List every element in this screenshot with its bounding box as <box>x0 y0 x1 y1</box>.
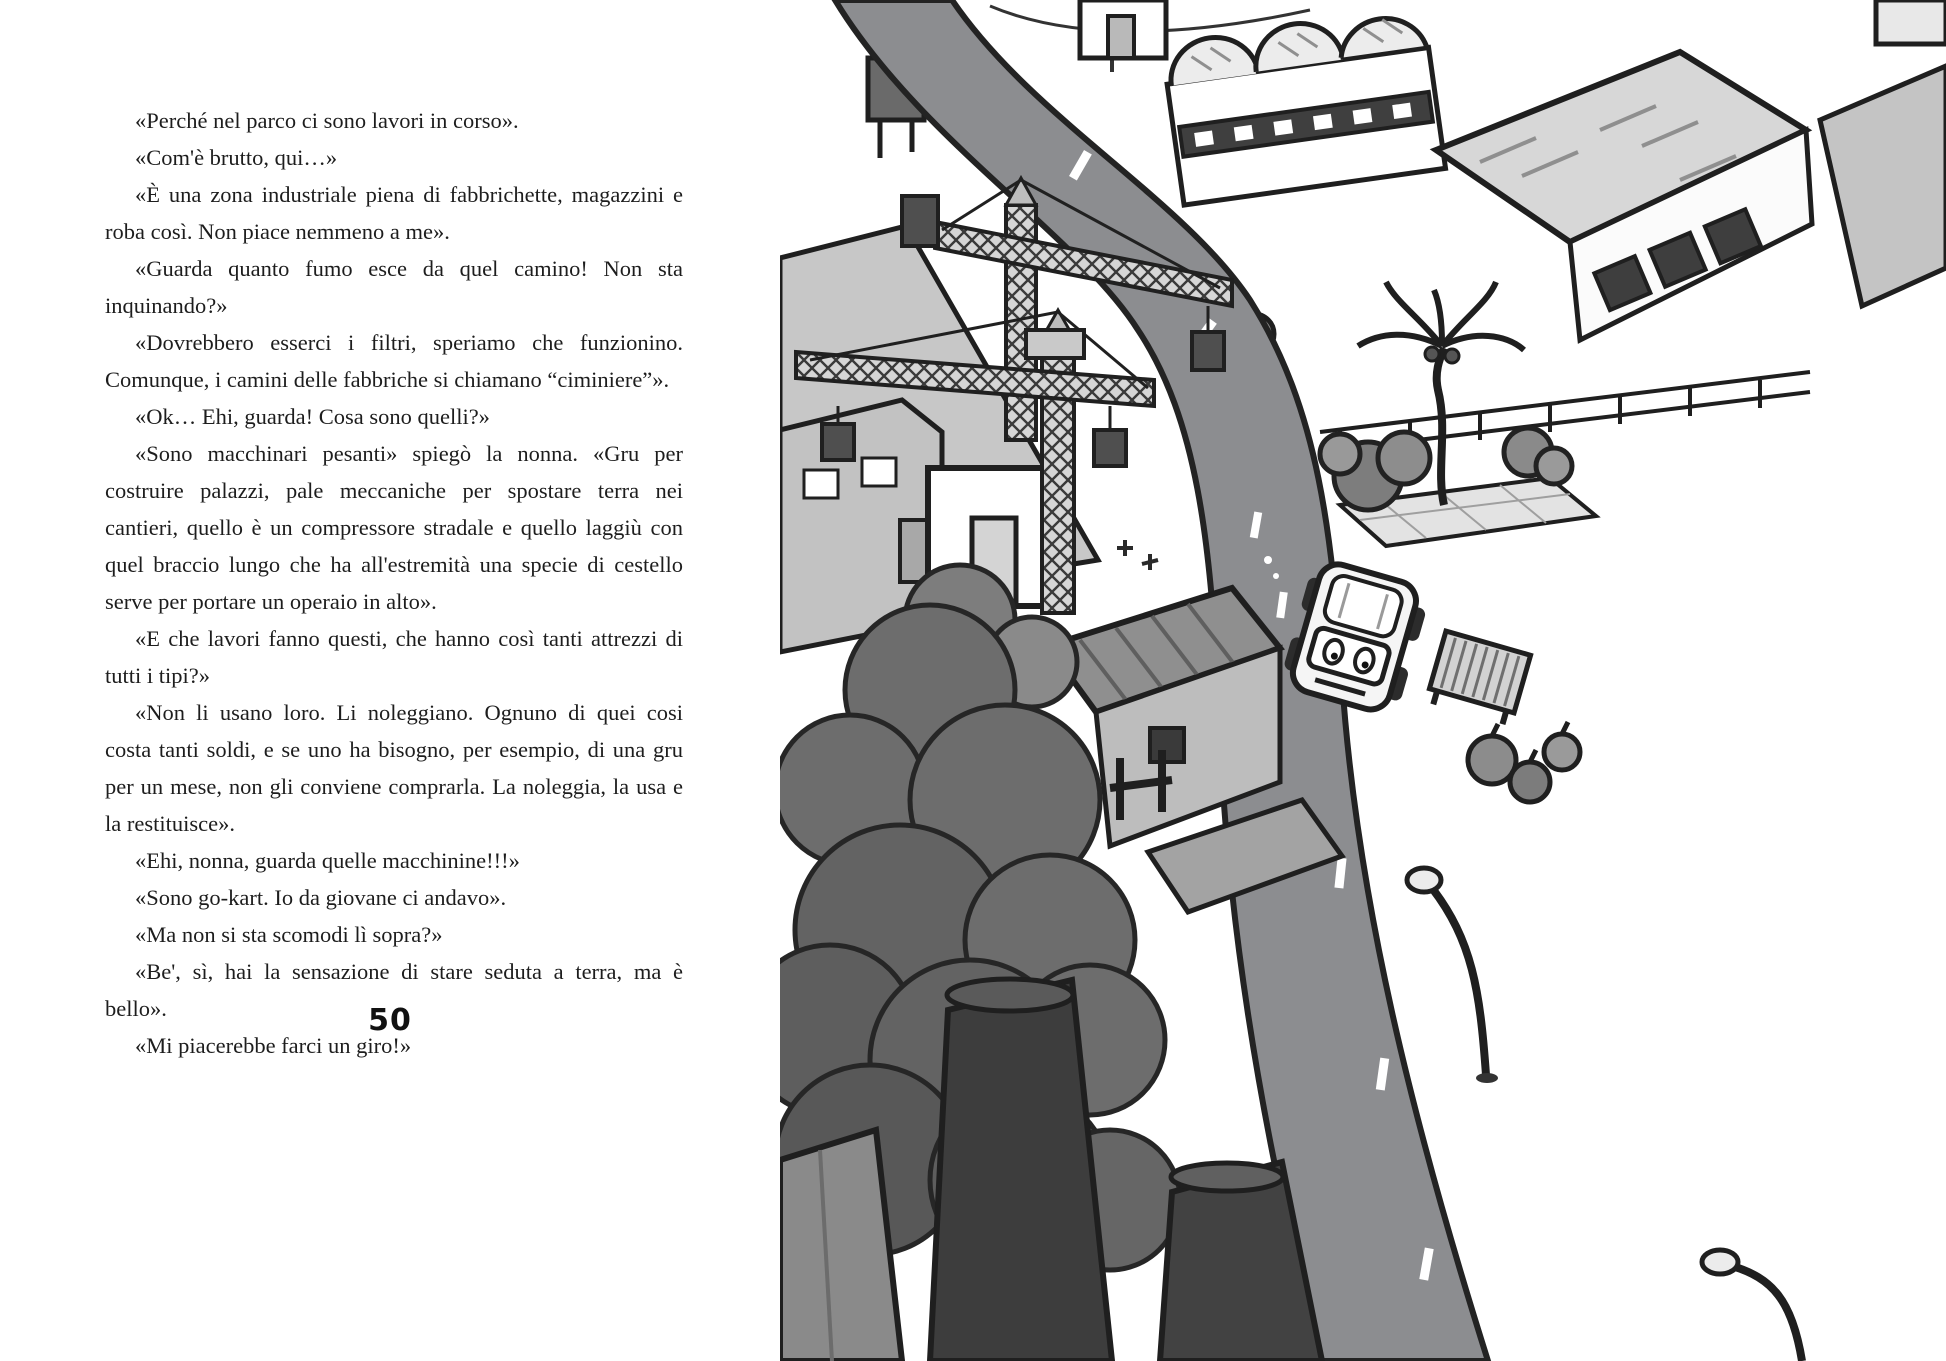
paragraph: «Sono go-kart. Io da giovane ci andavo». <box>135 885 507 910</box>
story-text <box>105 102 683 1064</box>
paragraph: «Dovrebbero esserci i filtri, speriamo che funzionino. Comunque, i camini delle fabbriche si chiamano “ciminiere”». <box>105 330 683 392</box>
paragraph: «Mi piacerebbe farci un giro!» <box>135 1033 412 1058</box>
paragraph: «Guarda quanto fumo esce da quel camino! Non sta inquinando?» <box>105 256 683 318</box>
page-number: 50 <box>368 1003 412 1038</box>
left-page <box>0 0 780 1361</box>
illustration <box>780 0 1946 1361</box>
paragraph: «Perché nel parco ci sono lavori in corso». <box>135 108 519 133</box>
paragraph: «Ok… Ehi, guarda! Cosa sono quelli?» <box>135 404 490 429</box>
paragraph: «Non li usano loro. Li noleggiano. Ognuno di quei cosi costa tanti soldi, e se uno ha bisogno, per esempio, di una gru per un mese, non gli conviene comprarla. La noleggia, la usa e la restituisce». <box>105 700 683 836</box>
right-page <box>780 0 1946 1361</box>
paragraph: «E che lavori fanno questi, che hanno così tanti attrezzi di tutti i tipi?» <box>105 626 683 688</box>
paragraph: «Com'è brutto, qui…» <box>135 145 338 170</box>
paragraph: «Ma non si sta scomodi lì sopra?» <box>135 922 443 947</box>
paragraph: «Ehi, nonna, guarda quelle macchinine!!!» <box>135 848 520 873</box>
small-house <box>1080 0 1166 58</box>
paragraph: «È una zona industriale piena di fabbrichette, magazzini e roba così. Non piace nemmeno a me». <box>105 182 683 244</box>
paragraph: «Be', sì, hai la sensazione di stare seduta a terra, ma è bello». <box>105 959 683 1021</box>
paragraph: «Sono macchinari pesanti» spiegò la nonna. «Gru per costruire palazzi, pale meccaniche per spostare terra nei cantieri, quello è un compressore stradale e quello laggiù con quel braccio lungo che ha all'estremità una specie di cestello serve per portare un operaio in alto». <box>105 441 683 614</box>
